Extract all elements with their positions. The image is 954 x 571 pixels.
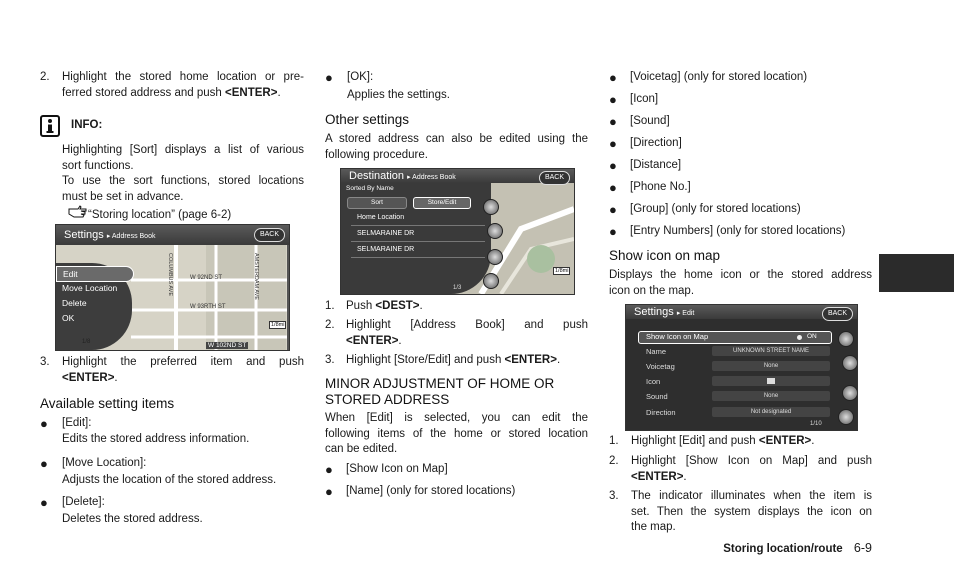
other-settings-text: [325, 132, 588, 163]
item-desc: Deletes the stored address.: [62, 512, 203, 525]
row-label: Voicetag: [646, 362, 675, 371]
edit-item-bullet: [325, 462, 588, 478]
bullet: ●: [609, 136, 617, 151]
screen-title: Destination: [349, 170, 405, 182]
footer-section: Storing location/route: [723, 543, 843, 555]
enter-key: <ENTER>: [346, 334, 399, 347]
step-text: Highlight [Store/Edit] and push: [346, 354, 505, 366]
step-number: 2.: [40, 71, 50, 83]
scroll-knob[interactable]: [842, 355, 858, 371]
bullet: ●: [40, 495, 48, 510]
enter-key: <ENTER>: [225, 86, 278, 99]
row-value-field[interactable]: None: [712, 391, 830, 401]
enter-key: <ENTER>: [758, 435, 812, 447]
section-tab: [879, 254, 954, 292]
row-label: Name: [646, 347, 667, 356]
period: .: [398, 334, 402, 347]
row-value: ON: [807, 333, 817, 340]
home-icon: [767, 378, 775, 384]
bullet-text: [Show Icon on Map]: [346, 463, 448, 475]
list-item: [609, 114, 873, 136]
list-item-address[interactable]: SELMARAINE DR: [351, 243, 485, 258]
row-label: Show Icon on Map: [646, 332, 709, 341]
scroll-down-knob[interactable]: [483, 273, 499, 289]
scroll-knob[interactable]: [487, 249, 503, 265]
bullet: ●: [609, 114, 617, 129]
period: .: [114, 371, 118, 384]
bullet-text: [Entry Numbers] (only for stored locations): [630, 225, 846, 237]
street-label: W 93RTH ST: [190, 304, 226, 310]
bullet-text: [Direction]: [630, 137, 682, 149]
period: .: [683, 470, 687, 483]
show-step-2: [609, 454, 872, 485]
store-edit-button[interactable]: Store/Edit: [413, 197, 471, 209]
dest-step-3: [325, 353, 588, 369]
text-line: When [Edit] is selected, you can edit the: [325, 412, 588, 424]
info-line: sort functions.: [62, 159, 134, 172]
period: .: [419, 300, 423, 312]
minor-adjustment-heading: [325, 376, 554, 408]
bullet: ●: [609, 224, 617, 239]
edit-item-bullet: [325, 484, 588, 500]
step-text: The indicator illuminates when the item is: [631, 490, 872, 502]
item-label: [Edit]:: [62, 417, 92, 429]
enter-key: <ENTER>: [504, 354, 557, 366]
reference-text: “Storing location” (page 6-2): [88, 209, 232, 221]
bullet-text: [Icon]: [630, 93, 659, 105]
step-number: 3.: [40, 356, 50, 368]
avail-item-delete: [40, 495, 304, 527]
bullet: ●: [609, 70, 617, 85]
destination-screenshot: [340, 168, 575, 295]
bullet: ●: [325, 484, 333, 499]
bullet: ●: [40, 416, 48, 431]
bullet: ●: [325, 70, 333, 85]
step-text: Push: [346, 300, 376, 312]
info-line: must be set in advance.: [62, 190, 184, 203]
sort-button[interactable]: Sort: [347, 197, 407, 209]
step-text: Highlight [Address Book] and push: [346, 319, 588, 331]
step-number: 1.: [325, 300, 335, 312]
list-item: [609, 70, 873, 92]
available-settings-heading: Available setting items: [40, 396, 175, 411]
step-text: the map.: [631, 521, 676, 533]
avail-item-move-location: [40, 456, 304, 488]
text-line: icon on the map.: [609, 284, 695, 297]
step-3: [40, 355, 304, 386]
period: .: [556, 354, 561, 366]
list-item: [609, 180, 873, 202]
scroll-up-knob[interactable]: [483, 199, 499, 215]
bullet-text: [Phone No.]: [630, 181, 691, 193]
bullet: ●: [40, 456, 48, 471]
list-item: [609, 224, 873, 246]
sorted-by-label: Sorted By Name: [346, 185, 394, 192]
page-indicator: 1/10: [810, 421, 822, 427]
other-settings-heading: Other settings: [325, 112, 410, 127]
list-item-address[interactable]: SELMARAINE DR: [351, 227, 485, 242]
page-reference[interactable]: [68, 205, 231, 224]
item-desc: Applies the settings.: [347, 88, 450, 101]
screen-breadcrumb: ▸ Address Book: [106, 233, 156, 240]
zoom-scale: 1/8mi: [555, 268, 569, 274]
footer: [700, 541, 872, 555]
item-desc: Adjusts the location of the stored address.: [62, 473, 277, 486]
bullet: ●: [325, 462, 333, 477]
step-text: ferred stored address and push: [62, 86, 226, 99]
dest-step-1: [325, 299, 588, 315]
screen-breadcrumb: ▸ Address Book: [407, 174, 456, 181]
info-label: INFO:: [71, 119, 103, 131]
scroll-knob[interactable]: [842, 385, 858, 401]
bullet: ●: [609, 92, 617, 107]
scroll-down-knob[interactable]: [838, 409, 854, 425]
step-number: 2.: [609, 455, 619, 467]
bullet: ●: [609, 180, 617, 195]
bullet-text: [Name] (only for stored locations): [346, 485, 516, 497]
item-label: [Move Location]:: [62, 457, 147, 469]
menu-item-edit[interactable]: Edit: [56, 266, 134, 282]
list-item: [609, 158, 873, 180]
scroll-up-knob[interactable]: [838, 331, 854, 347]
zoom-scale: 1/8mi: [271, 322, 285, 328]
item-desc: Edits the stored address information.: [62, 432, 250, 445]
row-value-field[interactable]: [712, 376, 830, 386]
show-step-1: [609, 434, 872, 450]
scroll-knob[interactable]: [487, 223, 503, 239]
step-number: 3.: [325, 354, 335, 366]
text-line: can be edited.: [325, 443, 398, 455]
bullet-text: [Group] (only for stored locations): [630, 203, 801, 215]
row-label: Direction: [646, 408, 676, 417]
page-indicator: 1/3: [453, 285, 462, 291]
list-item-home-location[interactable]: Home Location: [351, 211, 485, 226]
info-line: Highlighting [Sort] displays a list of various: [62, 144, 304, 156]
step-number: 2.: [325, 319, 335, 331]
dest-key: <DEST>: [375, 300, 420, 312]
bullet: ●: [609, 202, 617, 217]
info-icon: [40, 115, 60, 137]
menu-item-move-location[interactable]: Move Location: [62, 283, 118, 293]
item-label: [OK]:: [347, 71, 374, 83]
show-icon-heading: Show icon on map: [609, 248, 721, 263]
text-line: A stored address can also be edited using the: [325, 133, 588, 145]
heading-line: STORED ADDRESS: [325, 392, 450, 407]
show-step-3: [609, 489, 872, 536]
settings-screenshot-1: [55, 224, 290, 351]
street-label-vertical: AMSTERDAM AVE: [253, 253, 259, 300]
bullet-text: [Distance]: [630, 159, 682, 171]
screen-title: Settings: [634, 306, 674, 318]
row-label: Sound: [646, 392, 668, 401]
list-item: [609, 202, 873, 224]
avail-item-ok: [325, 70, 589, 103]
step-text: set. Then the system displays the icon on: [631, 505, 872, 518]
avail-item-edit: [40, 416, 304, 447]
info-text: [62, 143, 304, 205]
reference-hand-icon: [68, 205, 88, 224]
step-2: [40, 70, 304, 101]
street-label: W 92ND ST: [190, 275, 223, 281]
back-button[interactable]: BACK: [539, 171, 570, 185]
step-number: 3.: [609, 490, 619, 502]
menu-item-ok[interactable]: OK: [62, 313, 75, 323]
step-text: Highlight the stored home location or pre-: [62, 71, 304, 83]
row-value-field[interactable]: None: [712, 361, 830, 371]
text-line: following items of the home or stored location: [325, 427, 588, 440]
back-button[interactable]: BACK: [254, 228, 285, 242]
back-button[interactable]: BACK: [822, 307, 853, 321]
show-icon-text: [609, 268, 872, 299]
page-indicator: 1/8: [82, 339, 91, 345]
row-value-field[interactable]: Not designated: [712, 407, 830, 417]
text-line: following procedure.: [325, 148, 428, 161]
row-label: Icon: [646, 377, 661, 386]
bullet-text: [Voicetag] (only for stored location): [630, 71, 808, 83]
enter-key: <ENTER>: [62, 371, 115, 384]
step-text: Highlight [Show Icon on Map] and push: [631, 455, 872, 467]
bullet-text: [Sound]: [630, 115, 670, 127]
street-label: W 102ND ST: [208, 342, 247, 349]
dest-step-2: [325, 318, 588, 349]
step-text: Highlight [Edit] and push: [631, 435, 759, 447]
edit-settings-screenshot: [625, 304, 858, 431]
menu-item-delete[interactable]: Delete: [62, 298, 87, 308]
enter-key: <ENTER>: [631, 470, 684, 483]
bullet: ●: [609, 158, 617, 173]
text-line: Displays the home icon or the stored address: [609, 269, 872, 281]
screen-breadcrumb: ▸ Edit: [676, 310, 695, 317]
item-label: [Delete]:: [62, 496, 105, 508]
step-text: Highlight the preferred item and push: [62, 356, 304, 368]
footer-page-number: 6-9: [853, 541, 872, 555]
row-value-field[interactable]: UNKNOWN STREET NAME: [712, 346, 830, 356]
list-item: [609, 136, 873, 158]
period: .: [811, 435, 815, 447]
heading-line: MINOR ADJUSTMENT OF HOME OR: [325, 376, 555, 391]
list-item: [609, 92, 873, 114]
period: .: [277, 86, 281, 99]
street-label-vertical: COLUMBUS AVE: [167, 253, 173, 296]
screen-title: Settings: [64, 229, 104, 241]
step-number: 1.: [609, 435, 619, 447]
info-line: To use the sort functions, stored locations: [62, 175, 304, 187]
minor-adjustment-text: [325, 411, 588, 458]
indicator-light: [797, 335, 802, 340]
edit-items-list: [609, 70, 873, 246]
